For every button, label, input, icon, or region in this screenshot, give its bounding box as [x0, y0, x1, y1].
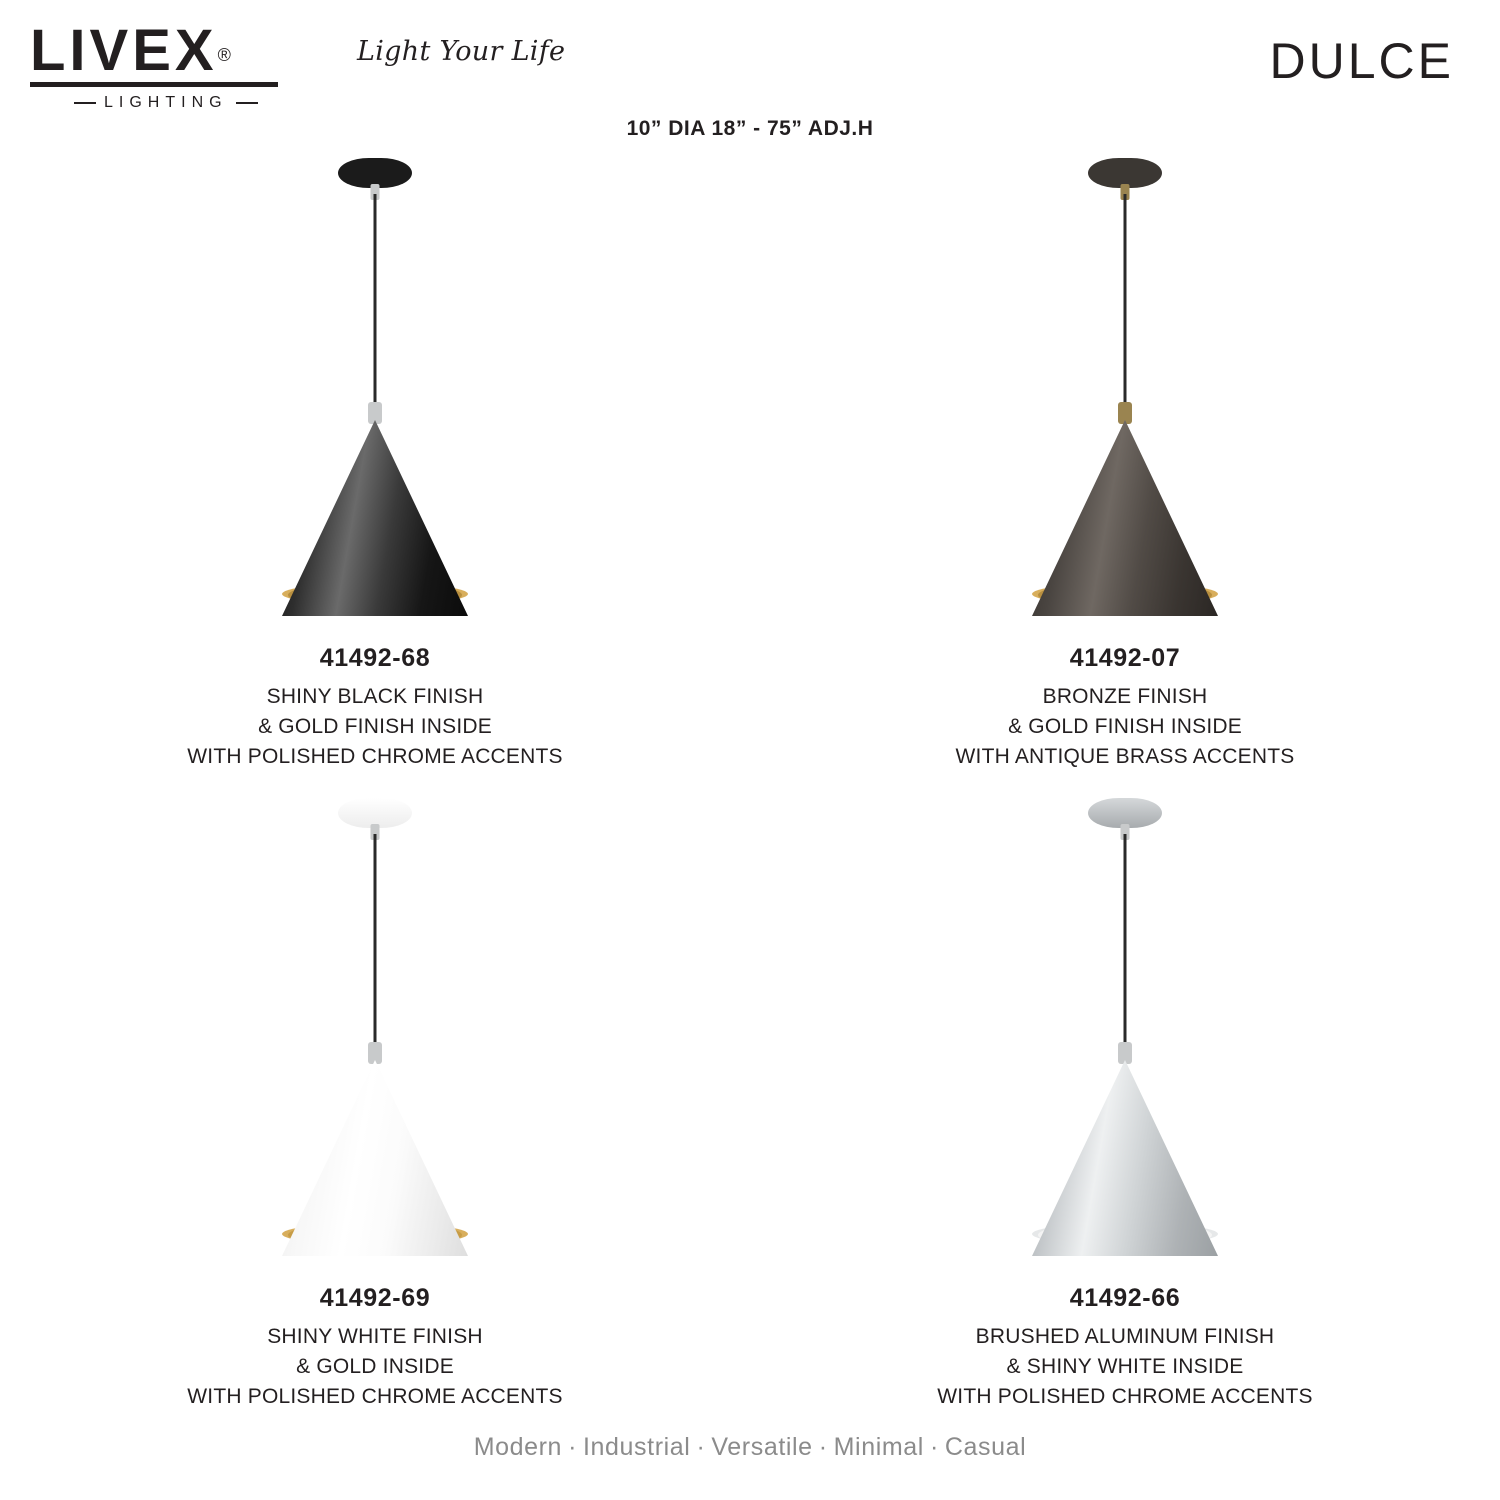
- product-sku: 41492-07: [1069, 644, 1181, 672]
- separator-dot: ·: [929, 1433, 939, 1461]
- pendant-fixture-41492-69: [225, 790, 525, 1280]
- product-sku: 41492-69: [319, 1284, 431, 1312]
- brand-subtitle: [30, 94, 310, 112]
- product-image: [0, 790, 750, 1280]
- product-desc-3: WITH POLISHED CHROME ACCENTS: [937, 1385, 1313, 1408]
- product-caption: [750, 1284, 1500, 1412]
- brand-tagline: Light Your Life: [357, 36, 566, 67]
- keyword-minimal: Minimal: [833, 1433, 924, 1461]
- dash-right-icon: [236, 102, 258, 104]
- shade-body: [282, 1060, 468, 1256]
- dimensions-label: 10” DIA 18” - 75” ADJ.H: [626, 117, 874, 140]
- product-desc-1: BRUSHED ALUMINUM FINISH: [975, 1325, 1275, 1348]
- pendant-fixture-41492-68: [225, 150, 525, 640]
- product-cell: [0, 790, 750, 1430]
- product-grid: [0, 150, 1500, 1430]
- keyword-versatile: Versatile: [711, 1433, 813, 1461]
- product-image: [750, 790, 1500, 1280]
- product-caption: [750, 644, 1500, 772]
- product-cell: [750, 790, 1500, 1430]
- product-desc-3: WITH POLISHED CHROME ACCENTS: [187, 745, 563, 768]
- product-desc-2: & GOLD FINISH INSIDE: [1008, 715, 1242, 738]
- separator-dot: ·: [568, 1433, 577, 1461]
- shade-body: [1032, 1060, 1218, 1256]
- footer-keywords: [0, 1433, 1500, 1462]
- pendant-fixture-41492-07: [975, 150, 1275, 640]
- product-desc-1: SHINY WHITE FINISH: [267, 1325, 483, 1348]
- separator-dot: ·: [696, 1433, 706, 1461]
- product-cell: [750, 150, 1500, 790]
- cord: [1124, 194, 1127, 408]
- product-sku: 41492-68: [319, 644, 431, 672]
- keyword-casual: Casual: [944, 1433, 1027, 1461]
- cord: [1124, 834, 1127, 1048]
- registered-mark: ®: [217, 45, 231, 65]
- product-caption: [0, 1284, 750, 1412]
- product-desc-1: SHINY BLACK FINISH: [266, 685, 484, 708]
- cord: [374, 834, 377, 1048]
- brand-logo: [30, 18, 310, 112]
- product-desc-3: WITH ANTIQUE BRASS ACCENTS: [955, 745, 1295, 768]
- product-image: [750, 150, 1500, 640]
- collection-title: DULCE: [1269, 33, 1454, 89]
- product-cell: [0, 150, 750, 790]
- page-header: [0, 0, 1500, 120]
- shade-body: [282, 420, 468, 616]
- cord: [374, 194, 377, 408]
- brand-name-text: LIVEX: [30, 18, 218, 83]
- product-desc-2: & SHINY WHITE INSIDE: [1006, 1355, 1244, 1378]
- product-desc-3: WITH POLISHED CHROME ACCENTS: [187, 1385, 563, 1408]
- product-image: [0, 150, 750, 640]
- keyword-modern: Modern: [473, 1433, 563, 1461]
- product-desc-1: BRONZE FINISH: [1042, 685, 1208, 708]
- brand-name: [30, 18, 231, 83]
- separator-dot: ·: [818, 1433, 828, 1461]
- keyword-industrial: Industrial: [583, 1433, 691, 1461]
- product-caption: [0, 644, 750, 772]
- pendant-fixture-41492-66: [975, 790, 1275, 1280]
- dash-left-icon: [74, 102, 96, 104]
- brand-sub-text: LIGHTING: [104, 94, 228, 111]
- product-desc-2: & GOLD FINISH INSIDE: [258, 715, 492, 738]
- shade-body: [1032, 420, 1218, 616]
- product-desc-2: & GOLD INSIDE: [296, 1355, 454, 1378]
- product-sku: 41492-66: [1069, 1284, 1181, 1312]
